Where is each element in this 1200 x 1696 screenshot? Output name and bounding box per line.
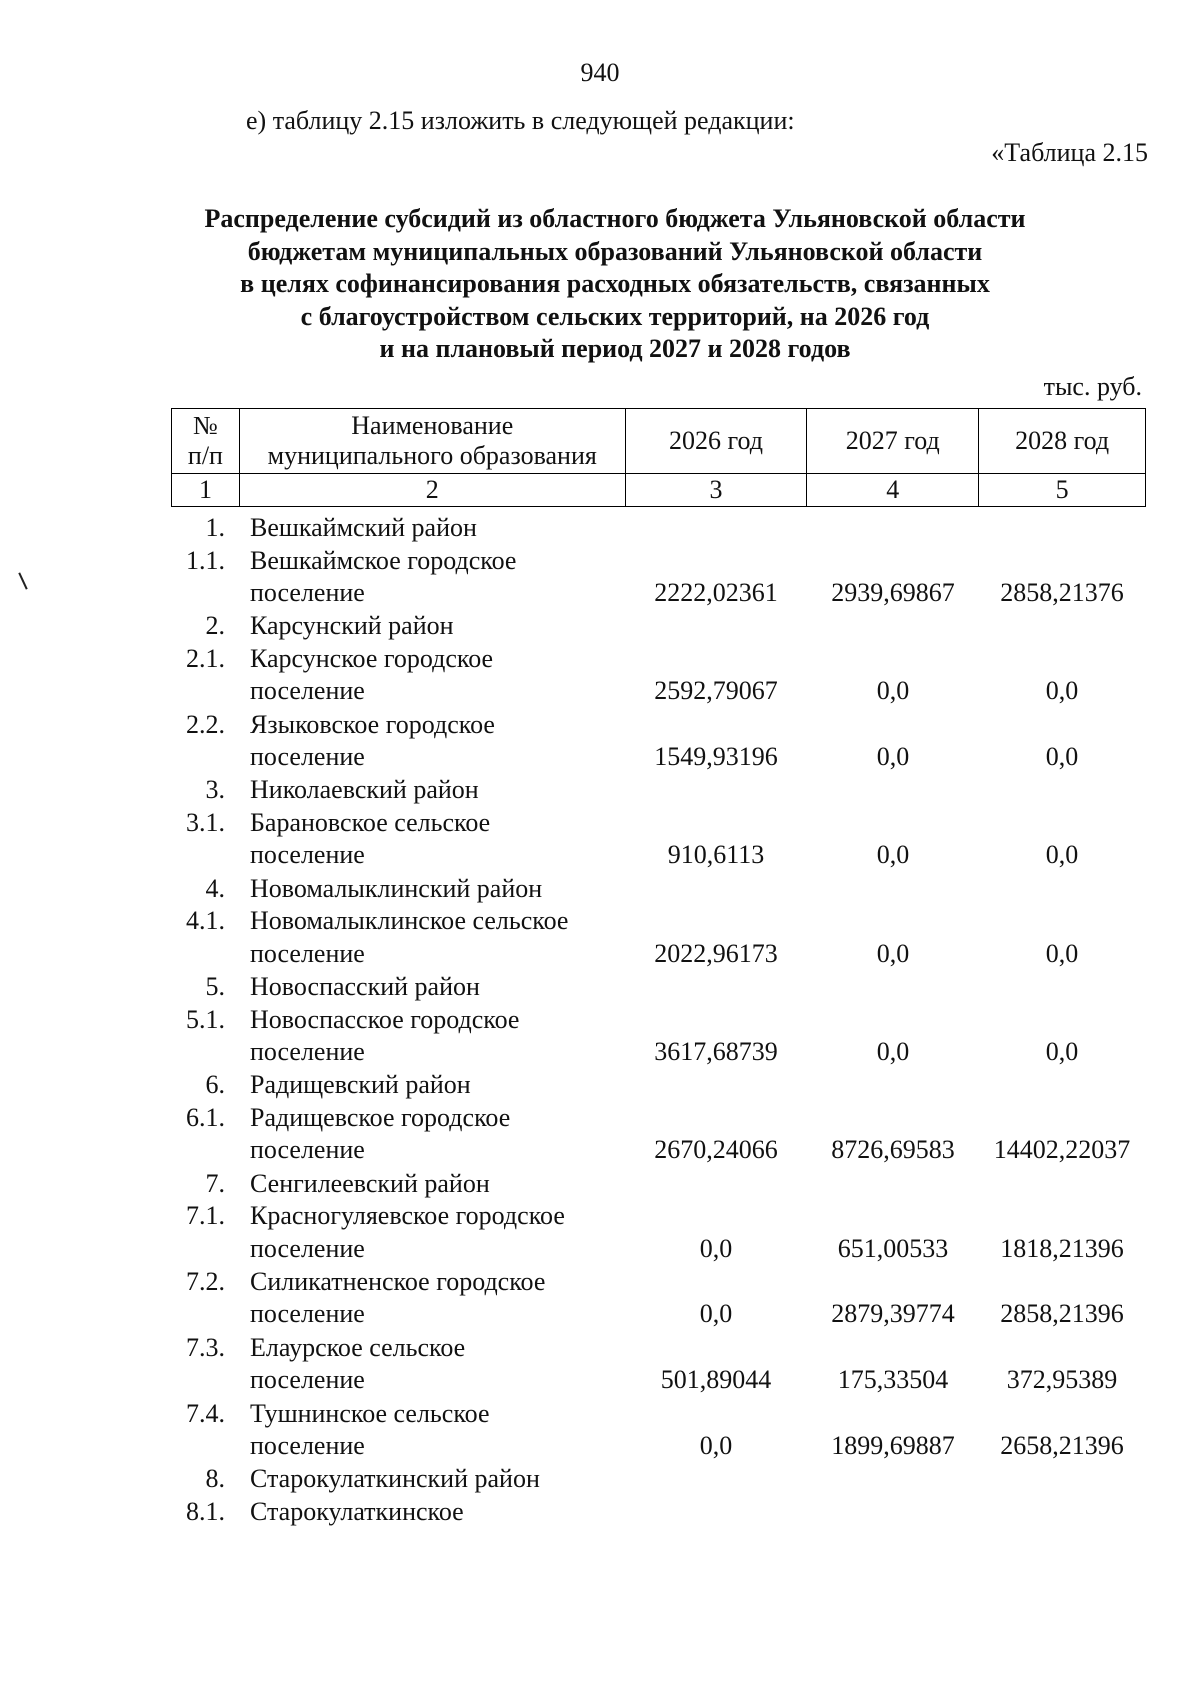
row-value-2028: 372,95389	[1006, 1365, 1118, 1395]
header-number-line: п/п	[187, 441, 223, 470]
row-name-line: Тушнинское сельское	[250, 1398, 490, 1428]
row-name-line: Старокулаткинское	[250, 1496, 464, 1526]
row-name-line: Карсунское городское	[250, 643, 494, 673]
header-row	[172, 409, 1146, 474]
row-name-line: Радищевское городское	[250, 1102, 511, 1132]
row-number: 7.1.	[186, 1201, 225, 1231]
row-name	[250, 1200, 565, 1265]
row-name-line: Новомалыклинское сельское	[250, 906, 569, 936]
index-cell: 5	[979, 474, 1146, 507]
row-value-2026: 2592,79067	[654, 676, 778, 706]
header-name-line: муниципального образования	[267, 441, 597, 470]
page-number: 940	[580, 58, 620, 87]
row-name	[250, 1332, 465, 1397]
row-number: 7.	[205, 1168, 225, 1198]
row-name-line: Языковское городское	[250, 709, 495, 739]
row-value-2027: 0,0	[876, 840, 910, 870]
row-value-2028: 2858,21396	[1000, 1299, 1124, 1329]
row-name	[250, 1004, 519, 1069]
row-value-2027: 175,33504	[837, 1365, 949, 1395]
row-number: 8.1.	[186, 1496, 225, 1526]
row-number: 2.2.	[186, 709, 225, 739]
row-number: 6.	[205, 1070, 225, 1100]
row-name-line: поселение	[250, 938, 365, 968]
header-2027: 2027 год	[807, 409, 979, 474]
row-name	[250, 1069, 471, 1102]
index-cell: 3	[625, 474, 807, 507]
row-name-line: Николаевский район	[250, 775, 479, 805]
row-name-line: поселение	[250, 1431, 365, 1460]
row-value-2026: 0,0	[699, 1233, 733, 1263]
row-value-2027: 2939,69867	[831, 578, 955, 607]
title-line: с благоустройством сельских территорий, на 2026 год	[300, 301, 930, 331]
row-name	[250, 1398, 490, 1463]
row-number: 4.	[205, 873, 225, 903]
row-value-2028: 2658,21396	[1000, 1431, 1124, 1460]
row-number: 3.1.	[186, 807, 225, 837]
units-label: тыс. руб.	[1043, 372, 1142, 401]
row-number: 2.	[205, 611, 225, 641]
row-value-2027: 0,0	[876, 1037, 910, 1066]
row-name	[250, 971, 480, 1004]
row-name	[250, 512, 477, 545]
row-number: 8.	[205, 1464, 225, 1494]
header-name-line: Наименование	[351, 411, 514, 440]
row-number: 6.1.	[186, 1102, 225, 1132]
row-name-line: поселение	[250, 1037, 365, 1066]
row-name	[250, 643, 493, 708]
title-line: в целях софинансирования расходных обязательств, связанных	[240, 269, 990, 298]
row-name	[250, 1496, 464, 1529]
row-name	[250, 905, 568, 970]
stray-pen-mark	[18, 572, 27, 589]
row-number: 7.3.	[186, 1332, 225, 1362]
header-number	[172, 409, 240, 474]
table-title	[150, 203, 1080, 366]
row-value-2028: 1818,21396	[1000, 1233, 1124, 1263]
row-name-line: Красногуляевское городское	[250, 1201, 565, 1231]
row-name	[250, 610, 454, 643]
row-value-2027: 1899,69887	[831, 1431, 955, 1460]
row-value-2027: 8726,69583	[831, 1135, 955, 1165]
row-name-line: Сенгилеевский район	[250, 1168, 490, 1198]
row-value-2028: 0,0	[1045, 742, 1079, 772]
row-value-2027: 0,0	[876, 742, 910, 772]
row-value-2028: 0,0	[1045, 840, 1079, 870]
row-name	[250, 1102, 510, 1167]
row-number: 2.1.	[186, 643, 225, 673]
row-name	[250, 1266, 545, 1331]
row-name	[250, 774, 479, 807]
row-name	[250, 545, 516, 610]
table-header	[171, 408, 1146, 507]
row-name-line: поселение	[250, 742, 365, 772]
title-line: бюджетам муниципальных образований Ульяновской области	[247, 236, 983, 266]
row-name	[250, 709, 495, 774]
row-name-line: поселение	[250, 578, 365, 607]
row-value-2026: 2222,02361	[654, 578, 778, 607]
row-name-line: поселение	[250, 1135, 365, 1165]
row-number: 3.	[205, 775, 225, 805]
header-number-line: №	[193, 411, 218, 440]
row-name	[250, 1463, 540, 1496]
row-value-2026: 2670,24066	[654, 1135, 778, 1165]
row-name-line: Вешкаймское городское	[250, 545, 517, 575]
index-cell: 4	[807, 474, 979, 507]
row-name	[250, 873, 542, 906]
row-name-line: поселение	[250, 840, 365, 870]
row-name-line: Радищевский район	[250, 1070, 471, 1100]
intro-text: е) таблицу 2.15 изложить в следующей редакции:	[246, 106, 795, 135]
row-value-2026: 2022,96173	[654, 938, 778, 968]
row-name-line: Силикатненское городское	[250, 1266, 546, 1296]
row-value-2026: 3617,68739	[654, 1037, 778, 1066]
row-value-2026: 1549,93196	[654, 742, 778, 772]
header-2028: 2028 год	[979, 409, 1146, 474]
row-name-line: поселение	[250, 676, 365, 706]
row-number: 1.	[205, 513, 225, 542]
row-name-line: Новомалыклинский район	[250, 873, 543, 903]
row-value-2026: 0,0	[699, 1431, 733, 1460]
title-line: Распределение субсидий из областного бюджета Ульяновской области	[204, 204, 1026, 233]
row-value-2027: 0,0	[876, 938, 910, 968]
row-value-2028: 0,0	[1045, 938, 1079, 968]
row-value-2026: 910,6113	[667, 840, 765, 870]
row-number: 7.2.	[186, 1266, 225, 1296]
row-name-line: Елаурское сельское	[250, 1332, 466, 1362]
row-name-line: поселение	[250, 1299, 365, 1329]
row-name-line: Вешкаймский район	[250, 513, 477, 542]
row-name-line: поселение	[250, 1233, 365, 1263]
header-name	[239, 409, 625, 474]
row-number: 7.4.	[186, 1398, 225, 1428]
row-name-line: Новоспасский район	[250, 972, 480, 1001]
header-2026: 2026 год	[625, 409, 807, 474]
row-name-line: Новоспасское городское	[250, 1004, 520, 1034]
row-value-2026: 501,89044	[660, 1365, 772, 1395]
row-value-2028: 0,0	[1045, 676, 1079, 706]
row-number: 5.1.	[186, 1004, 225, 1034]
row-name	[250, 1168, 490, 1201]
row-name	[250, 807, 490, 872]
row-name-line: Барановское сельское	[250, 807, 491, 837]
row-name-line: поселение	[250, 1365, 365, 1395]
row-value-2028: 0,0	[1045, 1037, 1079, 1066]
row-value-2028: 2858,21376	[1000, 578, 1124, 607]
row-number: 1.1.	[186, 545, 225, 575]
title-line: и на плановый период 2027 и 2028 годов	[379, 334, 851, 363]
index-row	[172, 474, 1146, 507]
row-value-2027: 2879,39774	[831, 1299, 955, 1329]
row-name-line: Карсунский район	[250, 611, 454, 641]
row-number: 5.	[205, 972, 225, 1001]
row-number: 4.1.	[186, 906, 225, 936]
row-value-2028: 14402,22037	[993, 1135, 1131, 1165]
table-caption: «Таблица 2.15	[991, 138, 1148, 167]
row-value-2027: 651,00533	[837, 1233, 949, 1263]
row-value-2026: 0,0	[699, 1299, 733, 1329]
index-cell: 1	[172, 474, 240, 507]
row-name-line: Старокулаткинский район	[250, 1464, 540, 1494]
index-cell: 2	[239, 474, 625, 507]
row-value-2027: 0,0	[876, 676, 910, 706]
